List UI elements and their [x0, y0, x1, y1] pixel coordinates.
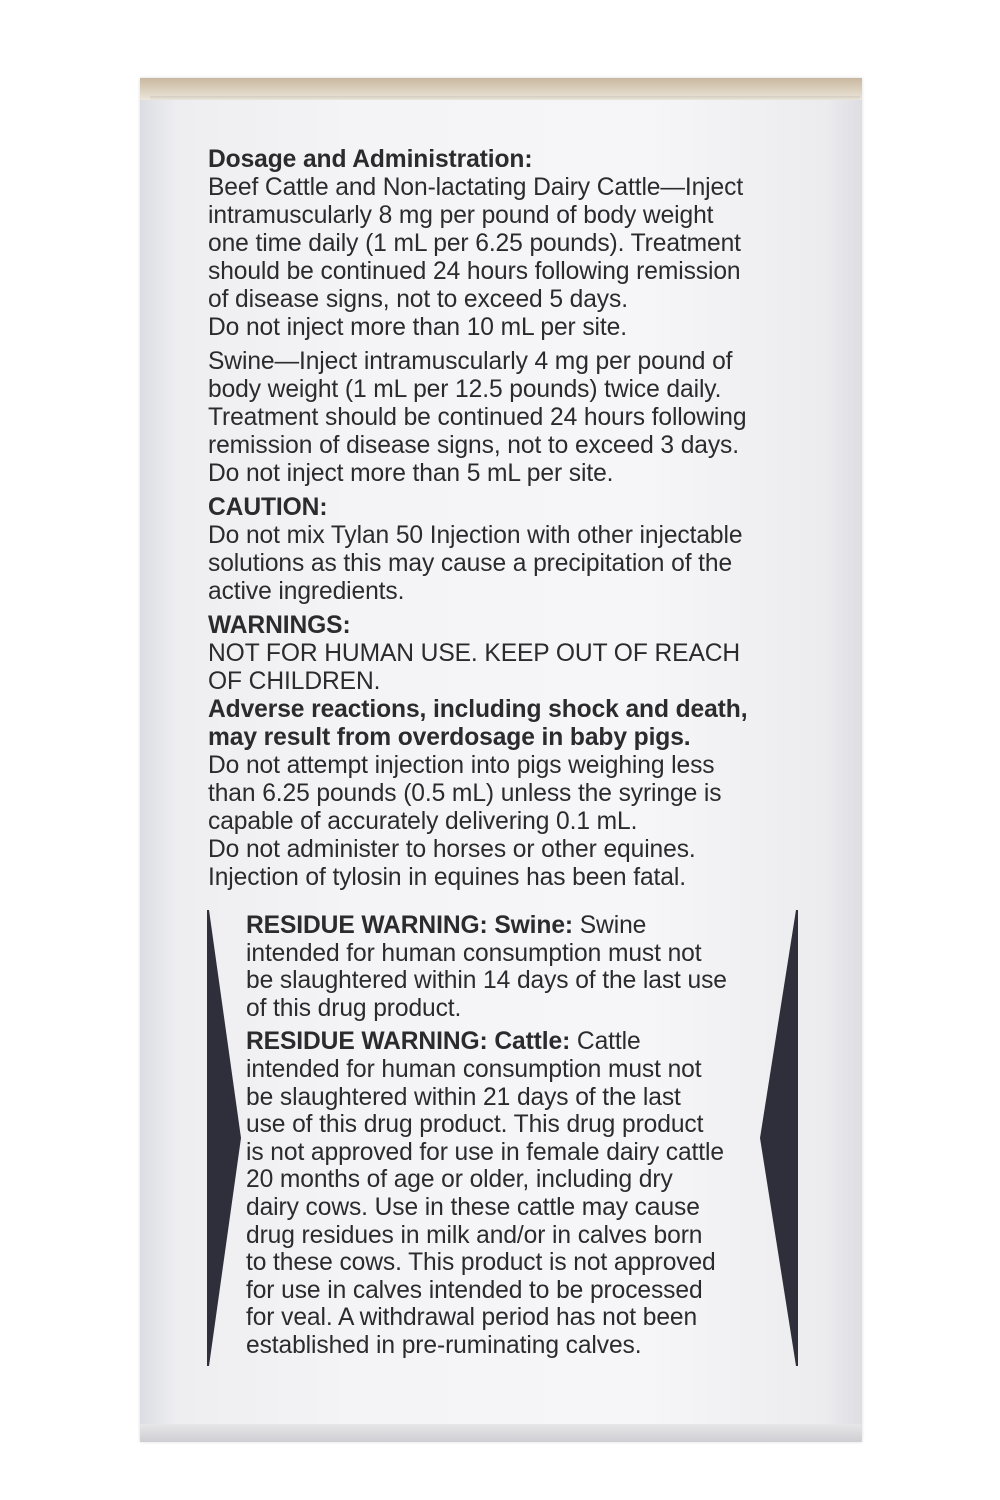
residue-swine-line: be slaughtered within 14 days of the last use	[246, 967, 727, 995]
dosage-swine-line: Treatment should be continued 24 hours following	[208, 404, 747, 431]
residue-swine-label: RESIDUE WARNING: Swine:	[246, 912, 574, 939]
carton-top-shadow	[150, 96, 860, 100]
warnings-bold-line: may result from overdosage in baby pigs.	[208, 724, 691, 751]
caution-line: Do not mix Tylan 50 Injection with other injectable	[208, 522, 743, 549]
dosage-heading: Dosage and Administration:	[208, 146, 533, 173]
residue-cattle-line: is not approved for use in female dairy cattle	[246, 1138, 724, 1166]
caution-line: active ingredients.	[208, 578, 405, 605]
dosage-cattle-line: of disease signs, not to exceed 5 days.	[208, 286, 628, 313]
dosage-swine-line: Swine—Inject intramuscularly 4 mg per pound of	[208, 348, 733, 375]
warnings-after-line: Do not attempt injection into pigs weighing less	[208, 752, 715, 779]
warnings-after-line: capable of accurately delivering 0.1 mL.	[208, 808, 638, 835]
residue-cattle-line: for veal. A withdrawal period has not been	[246, 1304, 698, 1332]
residue-cattle-line: for use in calves intended to be processed	[246, 1276, 703, 1304]
residue-cattle-line: be slaughtered within 21 days of the last	[246, 1083, 681, 1111]
dosage-swine-line: body weight (1 mL per 12.5 pounds) twice daily.	[208, 376, 722, 403]
residue-swine-line: intended for human consumption must not	[246, 939, 702, 967]
warnings-after-line: than 6.25 pounds (0.5 mL) unless the syringe is	[208, 780, 722, 807]
residue-cattle-line: intended for human consumption must not	[246, 1055, 702, 1083]
residue-bracket-left	[207, 910, 241, 1366]
residue-cattle-line: established in pre-ruminating calves.	[246, 1331, 642, 1359]
residue-cattle-line: dairy cows. Use in these cattle may cause	[246, 1193, 700, 1221]
caution-line: solutions as this may cause a precipitation of the	[208, 550, 733, 577]
residue-cattle-line: drug residues in milk and/or in calves born	[246, 1221, 703, 1249]
dosage-cattle-line: Do not inject more than 10 mL per site.	[208, 314, 627, 341]
caution-heading: CAUTION:	[208, 494, 328, 521]
warnings-line: OF CHILDREN.	[208, 668, 381, 695]
residue-cattle-label: RESIDUE WARNING: Cattle:	[246, 1028, 571, 1056]
residue-swine-line: of this drug product.	[246, 994, 462, 1022]
residue-cattle-line: to these cows. This product is not approved	[246, 1249, 716, 1277]
dosage-swine-line: remission of disease signs, not to exceed 3 days.	[208, 432, 739, 459]
dosage-swine-line: Do not inject more than 5 mL per site.	[208, 460, 614, 487]
warnings-after-line: Do not administer to horses or other equines.	[208, 836, 696, 863]
label-text-block	[208, 146, 808, 892]
warnings-after-line: Injection of tylosin in equines has been fatal.	[208, 864, 686, 891]
residue-warning-box	[246, 912, 766, 1360]
residue-cattle-first-rest: Cattle	[570, 1028, 641, 1056]
residue-cattle-line: use of this drug product. This drug product	[246, 1111, 704, 1139]
residue-swine-first-line	[246, 912, 766, 940]
residue-cattle-first-line	[246, 1028, 766, 1056]
residue-swine-first-rest: Swine	[573, 912, 647, 939]
warnings-line: NOT FOR HUMAN USE. KEEP OUT OF REACH	[208, 640, 741, 667]
dosage-cattle-line: should be continued 24 hours following remission	[208, 258, 741, 285]
residue-cattle-line: 20 months of age or older, including dry	[246, 1166, 673, 1194]
warnings-bold-line: Adverse reactions, including shock and death,	[208, 696, 748, 723]
carton-bottom-edge	[140, 1424, 862, 1442]
dosage-cattle-line: one time daily (1 mL per 6.25 pounds). Treatment	[208, 230, 741, 257]
warnings-heading: WARNINGS:	[208, 612, 351, 639]
dosage-cattle-line: intramuscularly 8 mg per pound of body weight	[208, 202, 714, 229]
dosage-cattle-line: Beef Cattle and Non-lactating Dairy Cattle—Inject	[208, 174, 744, 201]
